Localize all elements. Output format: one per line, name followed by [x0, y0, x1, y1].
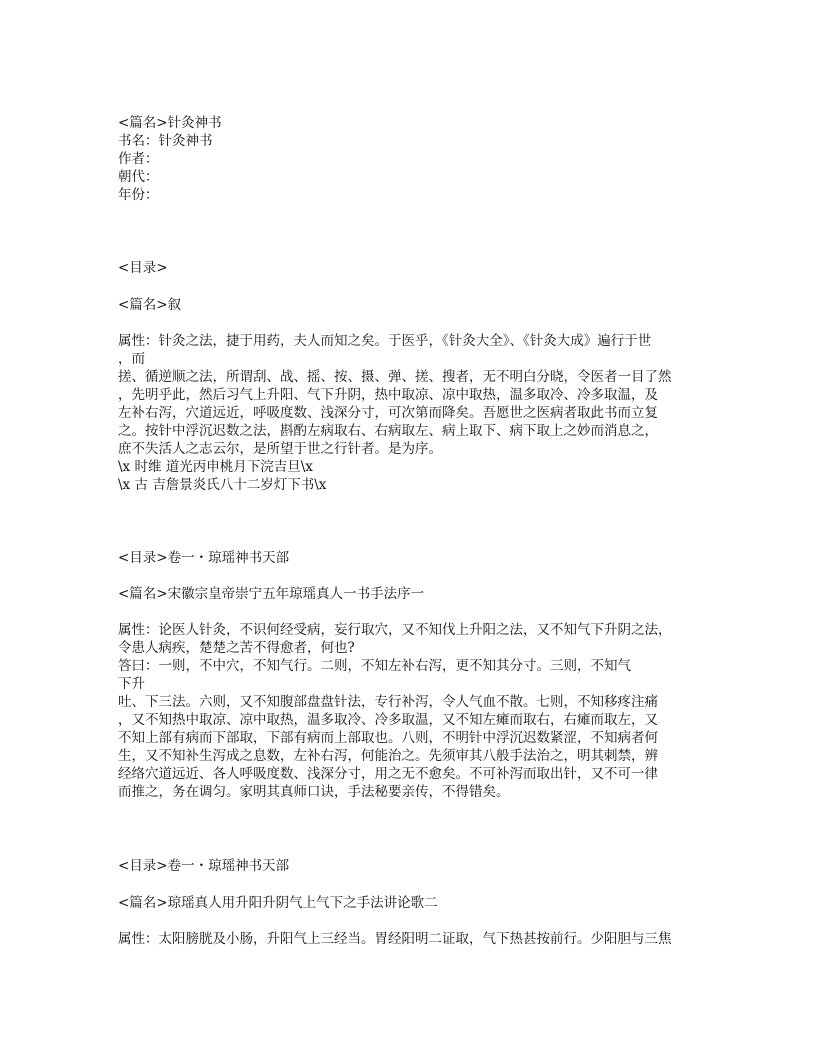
body-line: 而推之，务在调匀。家明其真师口诀，手法秘要亲传，不得错矣。 — [118, 784, 510, 800]
body-line: 搓、循逆顺之法，所谓刮、战、摇、按、摄、弹、搓、搜者，无不明白分晓，令医者一目了然 — [118, 369, 672, 385]
body-line: ，先明乎此，然后习气上升阳、气下升阴，热中取凉、凉中取热，温多取冷、冷多取温，及 — [118, 387, 658, 403]
body-line: 之。按针中浮沉迟数之法，斟酌左病取右、右病取左、病上取下、病下取上之妙而消息之， — [118, 423, 658, 439]
body-line: ，而 — [118, 351, 145, 367]
body-line: 下升 — [118, 676, 145, 692]
body-line: 令患人病疾，楚楚之苦不得愈者，何也? — [118, 640, 355, 656]
body-line: \x 时维 道光丙申桃月下浣吉旦\x — [118, 459, 313, 475]
section-title: <篇名>琼瑶真人用升阳升阴气上气下之手法讲论歌二 — [118, 895, 438, 911]
author: 作者： — [118, 151, 159, 167]
body-line: 左补右泻，穴道远近，呼吸度数、浅深分寸，可次第而降矣。吾愿世之医病者取此书而立复 — [118, 405, 658, 421]
body-line: 答曰：一则，不中穴，不知气行。二则，不知左补右泻，更不知其分寸。三则，不知气 — [118, 658, 631, 674]
toc-label: <目录> — [118, 260, 168, 276]
body-line: 生，又不知补生泻成之息数，左补右泻，何能治之。先须审其八般手法治之，明其刺禁，辨 — [118, 748, 658, 764]
body-line: \x 古 吉詹景炎氏八十二岁灯下书\x — [118, 477, 327, 493]
body-line: 不知上部有病而下部取，下部有病而上部取也。八则，不明针中浮沉迟数紧涩，不知病者何 — [118, 730, 658, 746]
section-title: <篇名>宋徽宗皇帝崇宁五年琼瑶真人一书手法序一 — [118, 586, 425, 602]
body-line: 庶不失活人之志云尔，是所望于世之行针者。是为序。 — [118, 441, 442, 457]
body-line: 属性：论医人针灸，不识何经受病，妄行取穴，又不知伐上升阳之法，又不知气下升阴之法， — [118, 622, 672, 638]
year: 年份： — [118, 187, 159, 203]
toc-entry: <目录>卷一・琼瑶神书天部 — [118, 550, 290, 566]
dynasty: 朝代： — [118, 169, 159, 185]
chapter-title: <篇名>针灸神书 — [118, 115, 222, 131]
body-line: ，又不知热中取凉、凉中取热，温多取冷、冷多取温，又不知左瘫而取右，右瘫而取左，又 — [118, 712, 658, 728]
body-line: 属性：太阳膀胱及小肠，升阳气上三经当。胃经阳明二证取，气下热甚按前行。少阳胆与三焦 — [118, 931, 672, 947]
body-line: 经络穴道远近、各人呼吸度数、浅深分寸，用之无不愈矣。不可补泻而取出针，又不可一律 — [118, 766, 658, 782]
body-line: 吐、下三法。六则，又不知腹部盘盘针法，专行补泻，令人气血不散。七则，不知移疼注痛 — [118, 694, 658, 710]
book-name: 书名：针灸神书 — [118, 133, 213, 149]
toc-entry: <目录>卷一・琼瑶神书天部 — [118, 858, 290, 874]
body-line: 属性：针灸之法，捷于用药，夫人而知之矣。于医乎，《针灸大全》、《针灸大成》遍行于世 — [118, 333, 652, 349]
section-title: <篇名>叙 — [118, 297, 182, 313]
